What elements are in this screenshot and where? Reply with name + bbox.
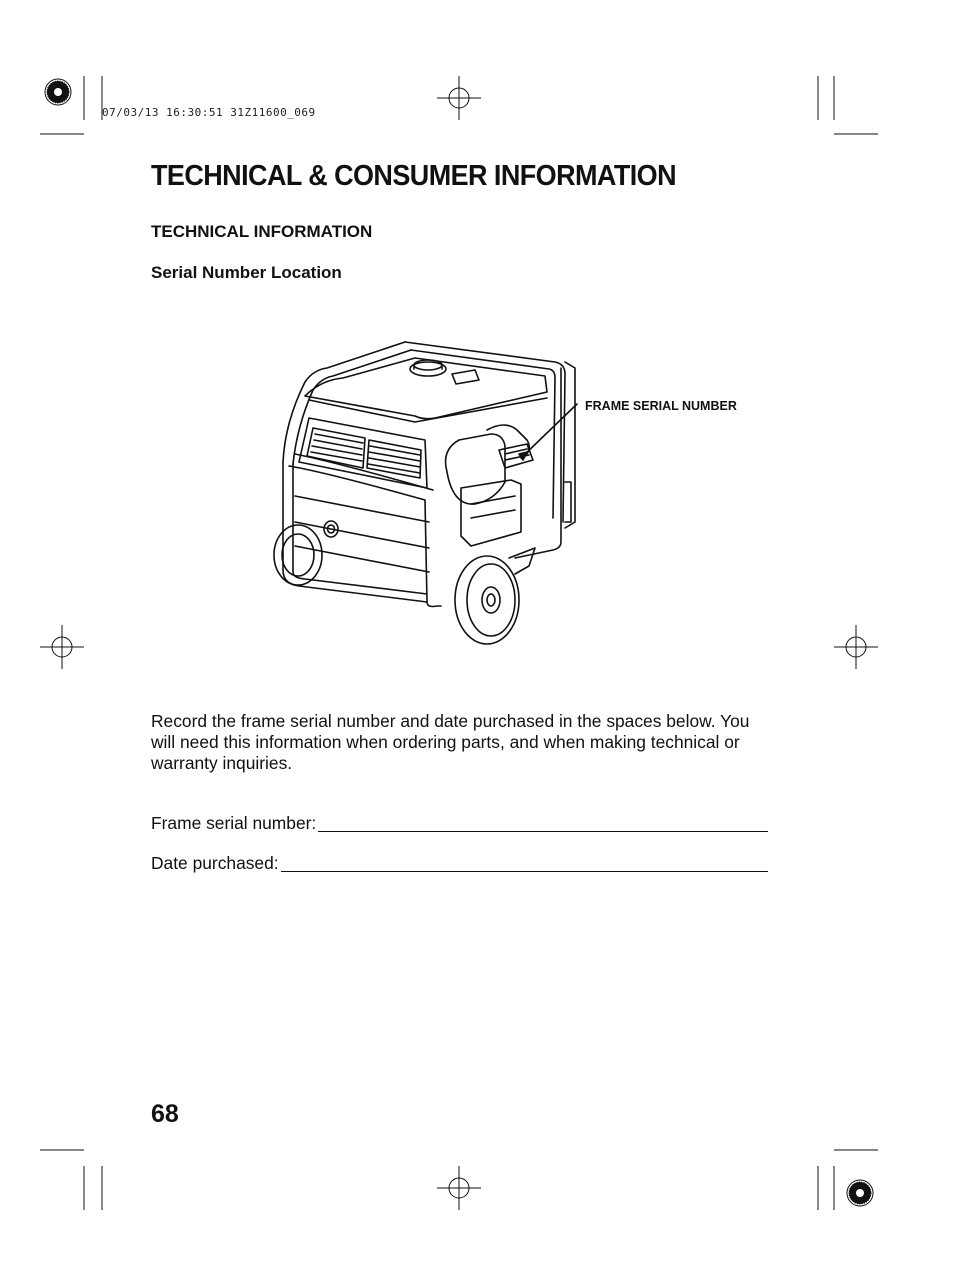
front-wheel (455, 556, 519, 644)
generator-illustration (265, 322, 765, 652)
page-title: TECHNICAL & CONSUMER INFORMATION (151, 160, 677, 192)
print-stamp: 07/03/13 16:30:51 31Z11600_069 (102, 106, 316, 119)
date-purchased-label: Date purchased: (151, 853, 279, 873)
registration-mark-right (834, 625, 878, 669)
serial-number-blank[interactable] (318, 830, 768, 832)
registration-mark-top (437, 76, 481, 120)
starburst-mark-top-left (45, 79, 71, 105)
section-heading: TECHNICAL INFORMATION (151, 222, 373, 241)
serial-number-label: Frame serial number: (151, 813, 317, 833)
front-vent-left (307, 428, 365, 468)
date-purchased-blank[interactable] (281, 870, 768, 872)
registration-mark-left (40, 625, 84, 669)
starburst-mark-bottom-right (847, 1180, 873, 1206)
callout-leader-line (519, 404, 577, 460)
instruction-paragraph: Record the frame serial number and date purchased in the spaces below. You will need this information when ordering parts, and when making technical or warranty inquiries. (151, 711, 750, 773)
subsection-heading: Serial Number Location (151, 263, 342, 282)
callout-frame-serial-number: FRAME SERIAL NUMBER (585, 399, 737, 413)
front-vent-right (367, 440, 421, 478)
serial-number-field[interactable] (151, 813, 768, 834)
rear-wheel (274, 525, 322, 585)
registration-mark-bottom (437, 1166, 481, 1210)
date-purchased-field[interactable] (151, 853, 768, 874)
fuel-cap (410, 360, 446, 376)
page-number: 68 (151, 1100, 179, 1128)
